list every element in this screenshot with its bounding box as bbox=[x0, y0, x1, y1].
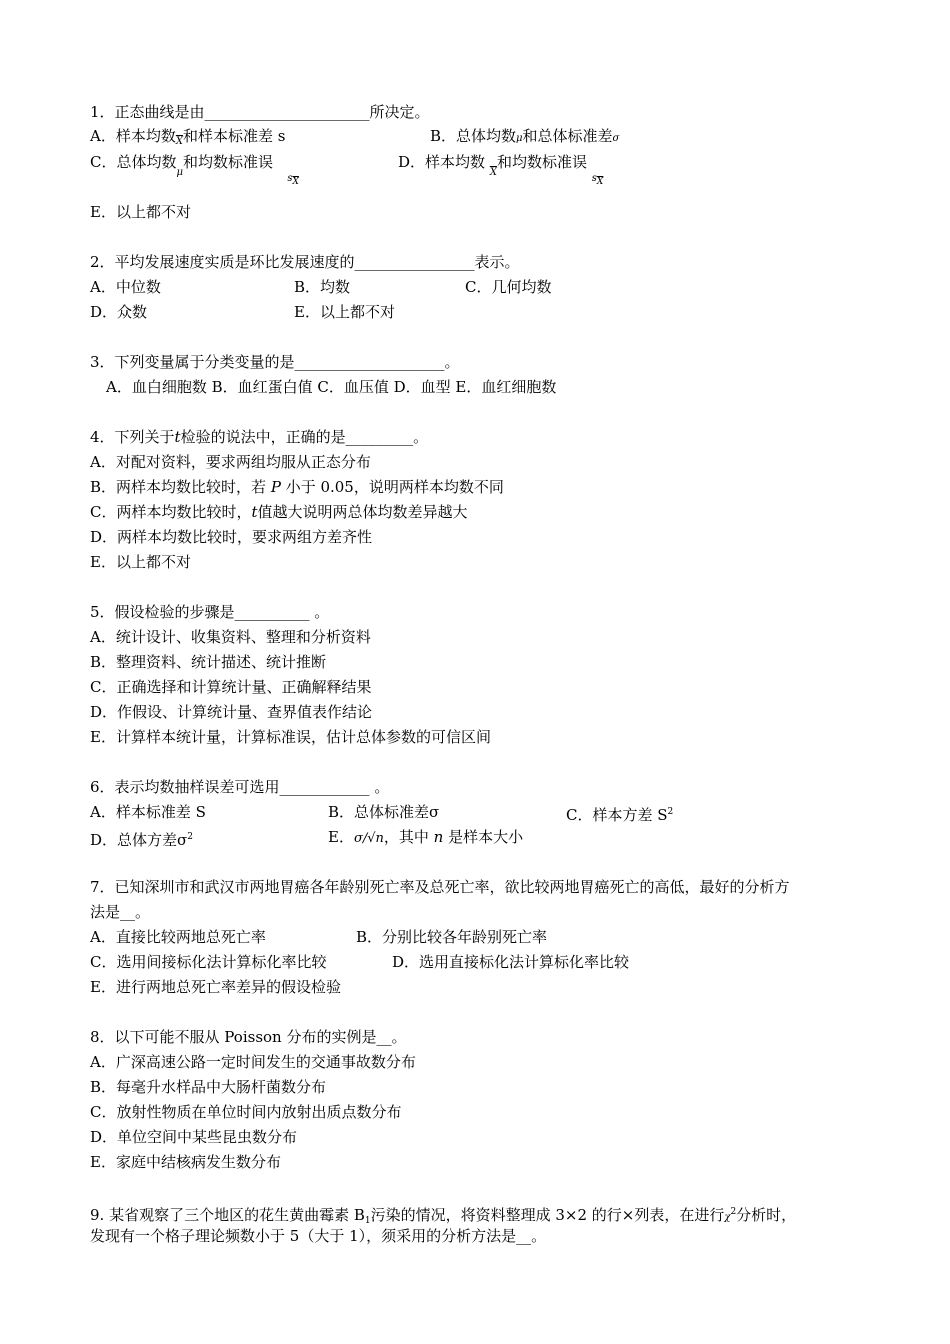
question-1-option-b: B．总体均数μ和总体标准差σ bbox=[430, 127, 620, 145]
question-7-stem-line-1: 7．已知深圳市和武汉市两地胃癌各年龄别死亡率及总死亡率，欲比较两地胃癌死亡的高低，最好的分析方 bbox=[90, 878, 790, 896]
question-4-option-b: B．两样本均数比较时，若 P 小于 0.05，说明两样本均数不同 bbox=[90, 478, 504, 496]
question-4-option-a: A．对配对资料，要求两组均服从正态分布 bbox=[90, 453, 371, 471]
question-9-stem-line-2: 发现有一个格子理论频数小于 5（大于 1），须采用的分析方法是__。 bbox=[90, 1227, 547, 1245]
question-8-option-b: B．每毫升水样品中大肠杆菌数分布 bbox=[90, 1078, 327, 1096]
question-1-stem: 1．正态曲线是由______________________所决定。 bbox=[90, 103, 430, 121]
question-2-option-a: A．中位数 bbox=[90, 278, 161, 296]
question-4-option-c: C．两样本均数比较时，t值越大说明两总体均数差异越大 bbox=[90, 503, 468, 521]
question-7-option-b: B．分别比较各年龄别死亡率 bbox=[356, 928, 548, 946]
question-7-stem-line-2: 法是__。 bbox=[90, 903, 151, 921]
standard-error-symbol: sX bbox=[287, 173, 299, 187]
question-6-stem: 6．表示均数抽样误差可选用____________ 。 bbox=[90, 778, 390, 796]
question-3-stem: 3．下列变量属于分类变量的是____________________。 bbox=[90, 353, 460, 371]
question-7-option-e: E．进行两地总死亡率差异的假设检验 bbox=[90, 978, 341, 996]
question-5-option-e: E．计算样本统计量，计算标准误，估计总体参数的可信区间 bbox=[90, 728, 491, 746]
mu-symbol: μ bbox=[176, 167, 183, 178]
sigma-symbol: σ bbox=[612, 133, 620, 144]
question-5-option-b: B．整理资料、统计描述、统计推断 bbox=[90, 653, 327, 671]
question-8-stem: 8．以下可能不服从 Poisson 分布的实例是__。 bbox=[90, 1028, 407, 1046]
question-7-option-d: D．选用直接标化法计算标化率比较 bbox=[392, 953, 630, 971]
question-8-option-c: C．放射性物质在单位时间内放射出质点数分布 bbox=[90, 1103, 402, 1121]
question-8-option-e: E．家庭中结核病发生数分布 bbox=[90, 1153, 281, 1171]
chi-square-symbol: χ bbox=[724, 1212, 731, 1223]
question-5-option-a: A．统计设计、收集资料、整理和分析资料 bbox=[90, 628, 371, 646]
question-7-option-a: A．直接比较两地总死亡率 bbox=[90, 928, 266, 946]
question-2-stem: 2．平均发展速度实质是环比发展速度的________________表示。 bbox=[90, 253, 520, 271]
question-2-option-c: C．几何均数 bbox=[465, 278, 552, 296]
question-4-stem: 4．下列关于t检验的说法中，正确的是_________。 bbox=[90, 428, 429, 446]
question-1-option-c: C．总体均数$_\mu$和均数标准误 $_{s_{\overline{X}}}$ bbox=[90, 153, 299, 187]
question-4-option-d: D．两样本均数比较时，要求两组方差齐性 bbox=[90, 528, 373, 546]
sample-mean-symbol: X bbox=[489, 167, 497, 178]
question-5-option-c: C．正确选择和计算统计量、正确解释结果 bbox=[90, 678, 372, 696]
question-2-option-b: B．均数 bbox=[294, 278, 351, 296]
mu-symbol: μ bbox=[516, 133, 523, 144]
question-3-options: A．血白细胞数 B．血红蛋白值 C．血压值 D．血型 E．血红细胞数 bbox=[106, 378, 557, 396]
question-9-stem-line-1: 9. 某省观察了三个地区的花生黄曲霉素 $B_1$污染的情况，将资料整理成 3×2 的行×列表，在进行$\chi^2$分析时， bbox=[90, 1206, 797, 1226]
question-1-option-e: E．以上都不对 bbox=[90, 203, 191, 221]
question-6-option-b: B．总体标准差σ bbox=[328, 803, 440, 821]
question-1-option-a: A．样本均数$_{\overline{X}}$和样本标准差 s bbox=[90, 127, 286, 147]
sample-mean-symbol: X bbox=[175, 136, 183, 147]
question-8-option-a: A．广深高速公路一定时间发生的交通事故数分布 bbox=[90, 1053, 416, 1071]
question-6-option-d: D．总体方差$\sigma^2$ bbox=[90, 831, 194, 849]
question-2-option-e: E．以上都不对 bbox=[294, 303, 395, 321]
question-6-option-e: E．σ/√n，其中 n 是样本大小 bbox=[328, 828, 524, 846]
question-5-stem: 5．假设检验的步骤是__________ 。 bbox=[90, 603, 330, 621]
question-1-option-d: D．样本均数 $_{\overline{X}}$和均数标准误 $_{s_{\overline{X}}}$ bbox=[398, 153, 604, 187]
question-8-option-d: D．单位空间中某些昆虫数分布 bbox=[90, 1128, 298, 1146]
standard-error-symbol: sX bbox=[591, 173, 604, 187]
question-7-option-c: C．选用间接标化法计算标化率比较 bbox=[90, 953, 327, 971]
question-5-option-d: D．作假设、计算统计量、查界值表作结论 bbox=[90, 703, 373, 721]
question-6-option-a: A．样本标准差 S bbox=[90, 803, 206, 821]
question-4-option-e: E．以上都不对 bbox=[90, 553, 191, 571]
question-6-option-c: C．样本方差 $S^2$ bbox=[566, 806, 674, 824]
sigma-over-sqrt-n-formula: σ/√n bbox=[353, 831, 384, 846]
question-2-option-d: D．众数 bbox=[90, 303, 148, 321]
